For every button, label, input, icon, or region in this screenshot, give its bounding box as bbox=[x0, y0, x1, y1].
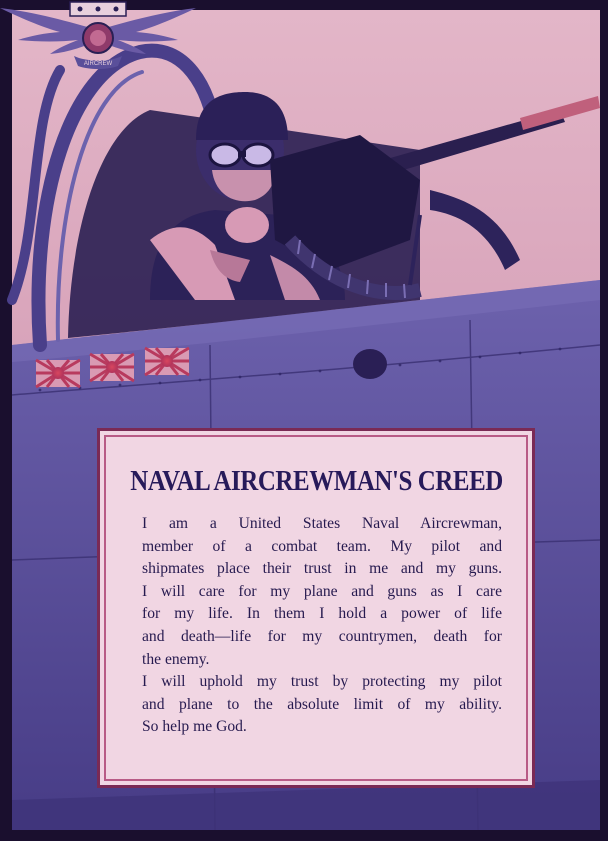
creed-line: and death—life for my countrymen, death for bbox=[142, 627, 502, 645]
creed-line: So help me God. bbox=[142, 718, 247, 736]
creed-line: I will care for my plane and guns as I care bbox=[142, 582, 502, 600]
svg-text:AIRCREW: AIRCREW bbox=[83, 61, 113, 67]
gunner-hand bbox=[225, 207, 269, 243]
creed-line: for my life. In them I hold a power of life bbox=[142, 605, 502, 623]
creed-line: I will uphold my trust by protecting my pilot bbox=[142, 673, 502, 691]
creed-line: and plane to the absolute limit of my ability. bbox=[142, 695, 502, 713]
creed-title: NAVAL AIRCREWMAN'S CREED bbox=[130, 465, 503, 497]
aircrew-wings-icon bbox=[0, 0, 196, 70]
rising-sun-flag-icon bbox=[145, 348, 189, 375]
creed-placard bbox=[97, 428, 535, 788]
creed-text bbox=[142, 513, 502, 739]
creed-line: the enemy. bbox=[142, 650, 210, 668]
creed-line: I am a United States Naval Aircrewman, bbox=[142, 515, 502, 532]
rising-sun-flag-icon bbox=[90, 354, 134, 381]
rising-sun-flag-icon bbox=[36, 360, 80, 387]
fuselage-port bbox=[353, 349, 387, 379]
creed-line: shipmates place their trust in me and my guns. bbox=[142, 560, 502, 578]
creed-line: member of a combat team. My pilot and bbox=[142, 537, 502, 555]
